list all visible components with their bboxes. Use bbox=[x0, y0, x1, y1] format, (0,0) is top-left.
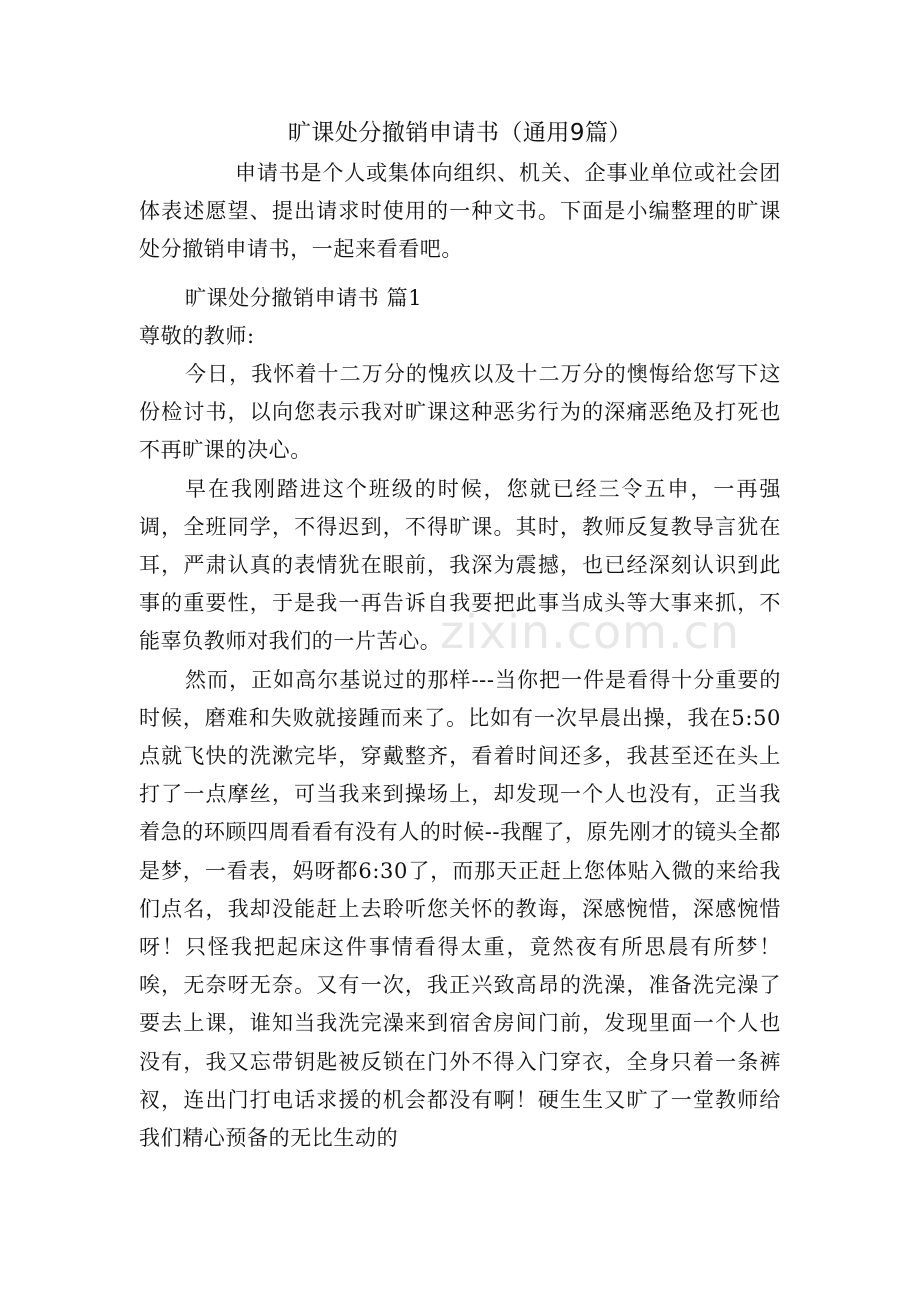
intro-paragraph: 申请书是个人或集体向组织、机关、企事业单位或社会团体表述愿望、提出请求时使用的一种文书。下面是小编整理的旷课处分撤销申请书，一起来看看吧。 bbox=[139, 161, 781, 262]
watermark: zixin.com.cn bbox=[440, 605, 741, 659]
document-title: 旷课处分撤销申请书（通用9篇） bbox=[287, 120, 633, 146]
body-paragraph: 然而，正如高尔基说过的那样---当你把一件是看得十分重要的时候，磨难和失败就接踵而来了。比如有一次早晨出操，我在5:50点就飞快的洗漱完毕，穿戴整齐，看着时间还多，我甚至还在头上打了一点摩丝，可当我来到操场上，却发现一个人也没有，正当我着急的环顾四周看看有没有人的时候--我醒了，原先刚才的镜头全都是梦，一看表，妈呀都6:30了，而那天正赶上您体贴入微的来给我们点名，我却没能赶上去聆听您关怀的教诲，深感惋惜，深感惋惜呀！只怪我把起床这件事情看得太重，竟然夜有所思晨有所梦！唉，无奈呀无奈。又有一次，我正兴致高昂的洗澡，准备洗完澡了要去上课，谁知当我洗完澡来到宿舍房间门前，发现里面一个人也没有，我又忘带钥匙被反锁在门外不得入门穿衣，全身只着一条裤衩，连出门打电话求援的机会都没有啊！硬生生又旷了一堂教师给我们精心预备的无比生动的 bbox=[139, 667, 781, 1151]
document-body bbox=[139, 154, 781, 1157]
body-paragraph: 早在我刚踏进这个班级的时候，您就已经三令五申，一再强调，全班同学，不得迟到，不得旷课。其时，教师反复教导言犹在耳，严肃认真的表情犹在眼前，我深为震撼，也已经深刻认识到此事的重要性，于是我一再告诉自我要把此事当成头等大事来抓，不能辜负教师对我们的一片苦心。 bbox=[139, 476, 781, 654]
salutation: 尊敬的教师: bbox=[139, 323, 255, 348]
body-paragraph: 今日，我怀着十二万分的愧疚以及十二万分的懊悔给您写下这份检讨书，以向您表示我对旷课这种恶劣行为的深痛恶绝及打死也不再旷课的决心。 bbox=[139, 362, 781, 463]
section-heading: 旷课处分撤销申请书 篇1 bbox=[185, 285, 423, 310]
